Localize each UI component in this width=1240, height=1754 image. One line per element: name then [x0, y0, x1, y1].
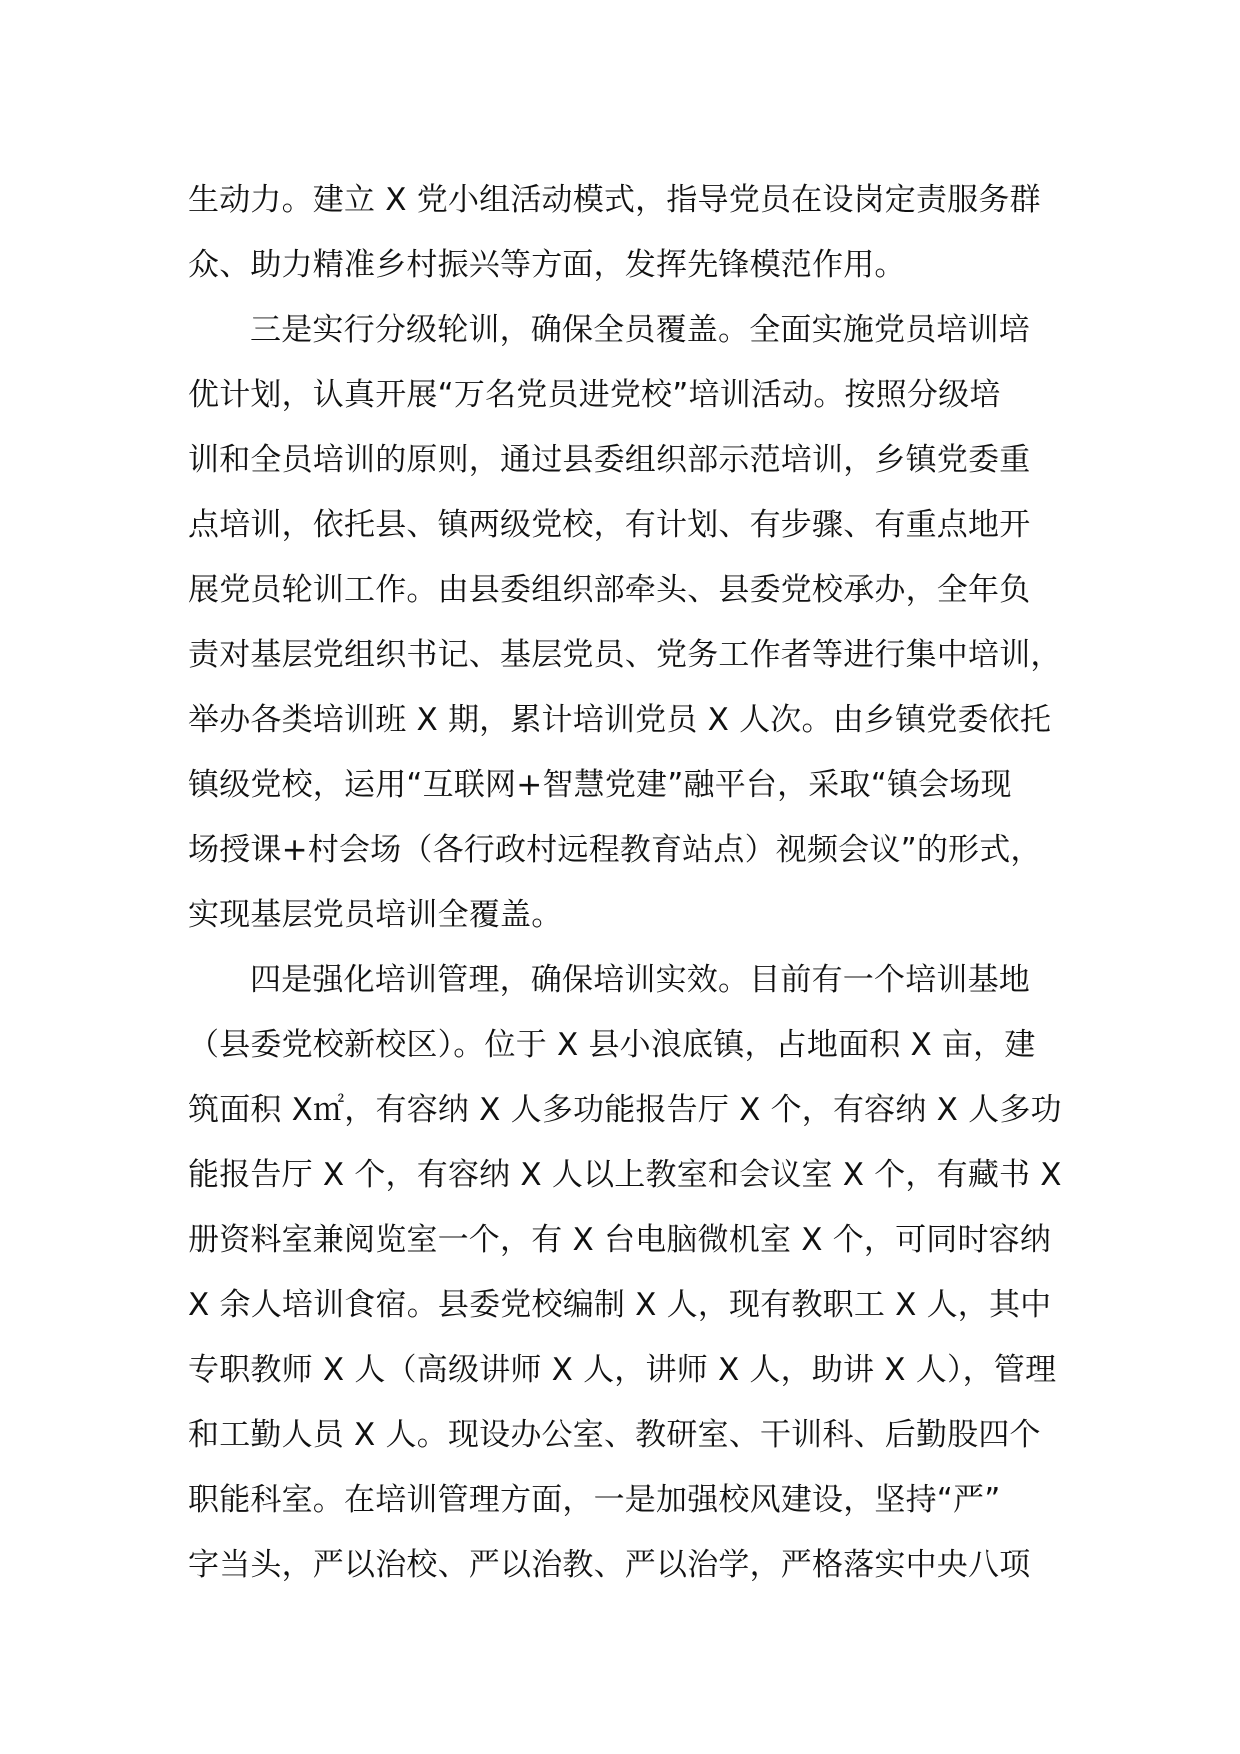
text-line: 训和全员培训的原则，通过县委组织部示范培训，乡镇党委重 [188, 442, 1031, 478]
text-line: 场授课+村会场（各行政村远程教育站点）视频会议”的形式， [188, 832, 1042, 868]
text-line: 专职教师 X 人（高级讲师 X 人，讲师 X 人，助讲 X 人），管理 [188, 1352, 1057, 1388]
text-line: 和工勤人员 X 人。现设办公室、教研室、干训科、后勤股四个 [188, 1417, 1041, 1453]
text-line: 镇级党校，运用“互联网+智慧党建”融平台，采取“镇会场现 [188, 767, 1012, 803]
paragraph-start-line: 三是实行分级轮训，确保全员覆盖。全面实施党员培训培 [250, 312, 1030, 348]
text-line: X 余人培训食宿。县委党校编制 X 人，现有教职工 X 人，其中 [188, 1287, 1052, 1323]
text-line: 举办各类培训班 X 期，累计培训党员 X 人次。由乡镇党委依托 [188, 702, 1052, 738]
text-line: （县委党校新校区）。位于 X 县小浪底镇，占地面积 X 亩，建 [188, 1027, 1036, 1063]
text-line: 字当头，严以治校、严以治教、严以治学，严格落实中央八项 [188, 1547, 1031, 1583]
document-body [188, 168, 1088, 1598]
text-line: 筑面积 X㎡，有容纳 X 人多功能报告厅 X 个，有容纳 X 人多功 [188, 1092, 1062, 1128]
text-line: 能报告厅 X 个，有容纳 X 人以上教室和会议室 X 个，有藏书 X [188, 1157, 1062, 1193]
text-line: 册资料室兼阅览室一个，有 X 台电脑微机室 X 个，可同时容纳 [188, 1222, 1052, 1258]
paragraph-start-line: 四是强化培训管理，确保培训实效。目前有一个培训基地 [250, 962, 1030, 998]
text-line: 责对基层党组织书记、基层党员、党务工作者等进行集中培训， [188, 637, 1062, 673]
text-line: 生动力。建立 X 党小组活动模式，指导党员在设岗定责服务群 [188, 182, 1041, 218]
text-line: 点培训，依托县、镇两级党校，有计划、有步骤、有重点地开 [188, 507, 1031, 543]
text-line: 实现基层党员培训全覆盖。 [188, 897, 563, 933]
text-line: 众、助力精准乡村振兴等方面，发挥先锋模范作用。 [188, 247, 906, 283]
text-line: 职能科室。在培训管理方面，一是加强校风建设，坚持“严” [188, 1482, 1001, 1518]
text-line: 展党员轮训工作。由县委组织部牵头、县委党校承办，全年负 [188, 572, 1031, 608]
text-line: 优计划，认真开展“万名党员进党校”培训活动。按照分级培 [188, 377, 1001, 413]
